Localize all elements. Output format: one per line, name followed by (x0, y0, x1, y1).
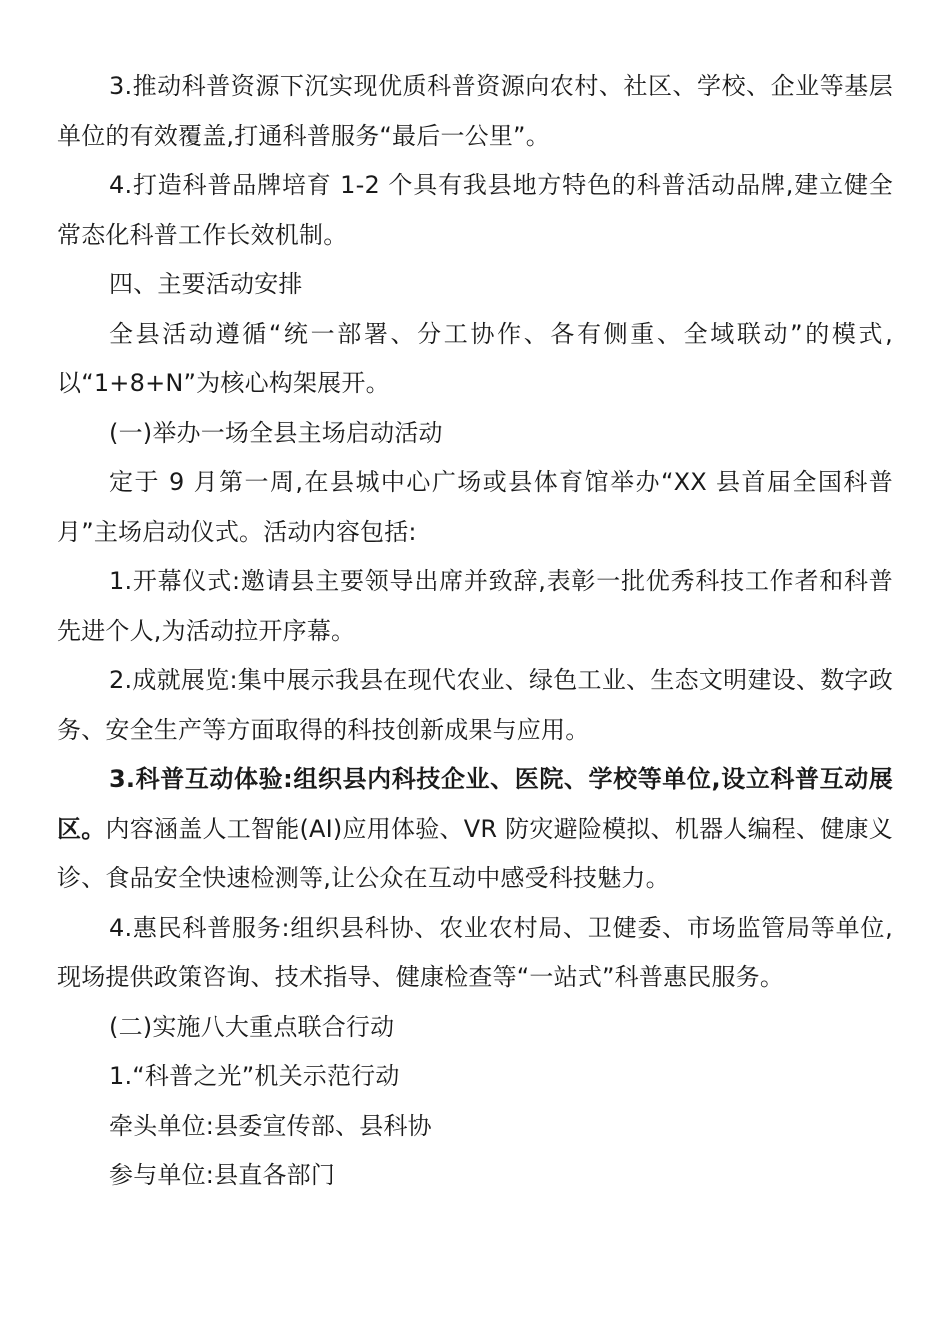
subheading-launch-event: (一)举办一场全县主场启动活动 (109, 418, 443, 447)
section-heading-main-activities: 四、主要活动安排 (109, 270, 303, 298)
interactive-experience-bold-lead: 3.科普互动体验:组织县内科技企业、医院、学校等单位,设立科普互动展区。 (57, 765, 893, 843)
list-item-interactive-experience (57, 755, 893, 904)
participating-unit-line: 参与单位:县直各部门 (109, 1161, 336, 1189)
paragraph-activity-model: 全县活动遵循“统一部署、分工协作、各有侧重、全域联动”的模式,以“1+8+N”为核心构架展开。 (57, 319, 893, 397)
list-item-achievement-exhibition: 2.成就展览:集中展示我县在现代农业、绿色工业、生态文明建设、数字政务、安全生产等方面取得的科技创新成果与应用。 (57, 666, 893, 744)
list-item-opening-ceremony: 1.开幕仪式:邀请县主要领导出席并致辞,表彰一批优秀科技工作者和科普先进个人,为活动拉开序幕。 (57, 567, 893, 645)
paragraph-launch-ceremony: 定于 9 月第一周,在县城中心广场或县体育馆举办“XX 县首届全国科普月”主场启动仪式。活动内容包括: (57, 468, 893, 546)
list-item-public-service: 4.惠民科普服务:组织县科协、农业农村局、卫健委、市场监管局等单位,现场提供政策咨询、技术指导、健康检查等“一站式”科普惠民服务。 (57, 913, 893, 991)
paragraph-brand-building: 4.打造科普品牌培育 1-2 个具有我县地方特色的科普活动品牌,建立健全常态化科普工作长效机制。 (57, 171, 893, 249)
subheading-joint-actions: (二)实施八大重点联合行动 (109, 1012, 395, 1041)
paragraph-resource-sinking: 3.推动科普资源下沉实现优质科普资源向农村、社区、学校、企业等基层单位的有效覆盖,打通科普服务“最后一公里”。 (57, 72, 893, 150)
lead-unit-line: 牵头单位:县委宣传部、县科协 (109, 1111, 432, 1140)
interactive-experience-body: 内容涵盖人工智能(AI)应用体验、VR 防灾避险模拟、机器人编程、健康义诊、食品安全快速检测等,让公众在互动中感受科技魅力。 (57, 814, 893, 892)
action-item-title: 1.“科普之光”机关示范行动 (109, 1062, 400, 1090)
document-page (57, 62, 893, 1201)
